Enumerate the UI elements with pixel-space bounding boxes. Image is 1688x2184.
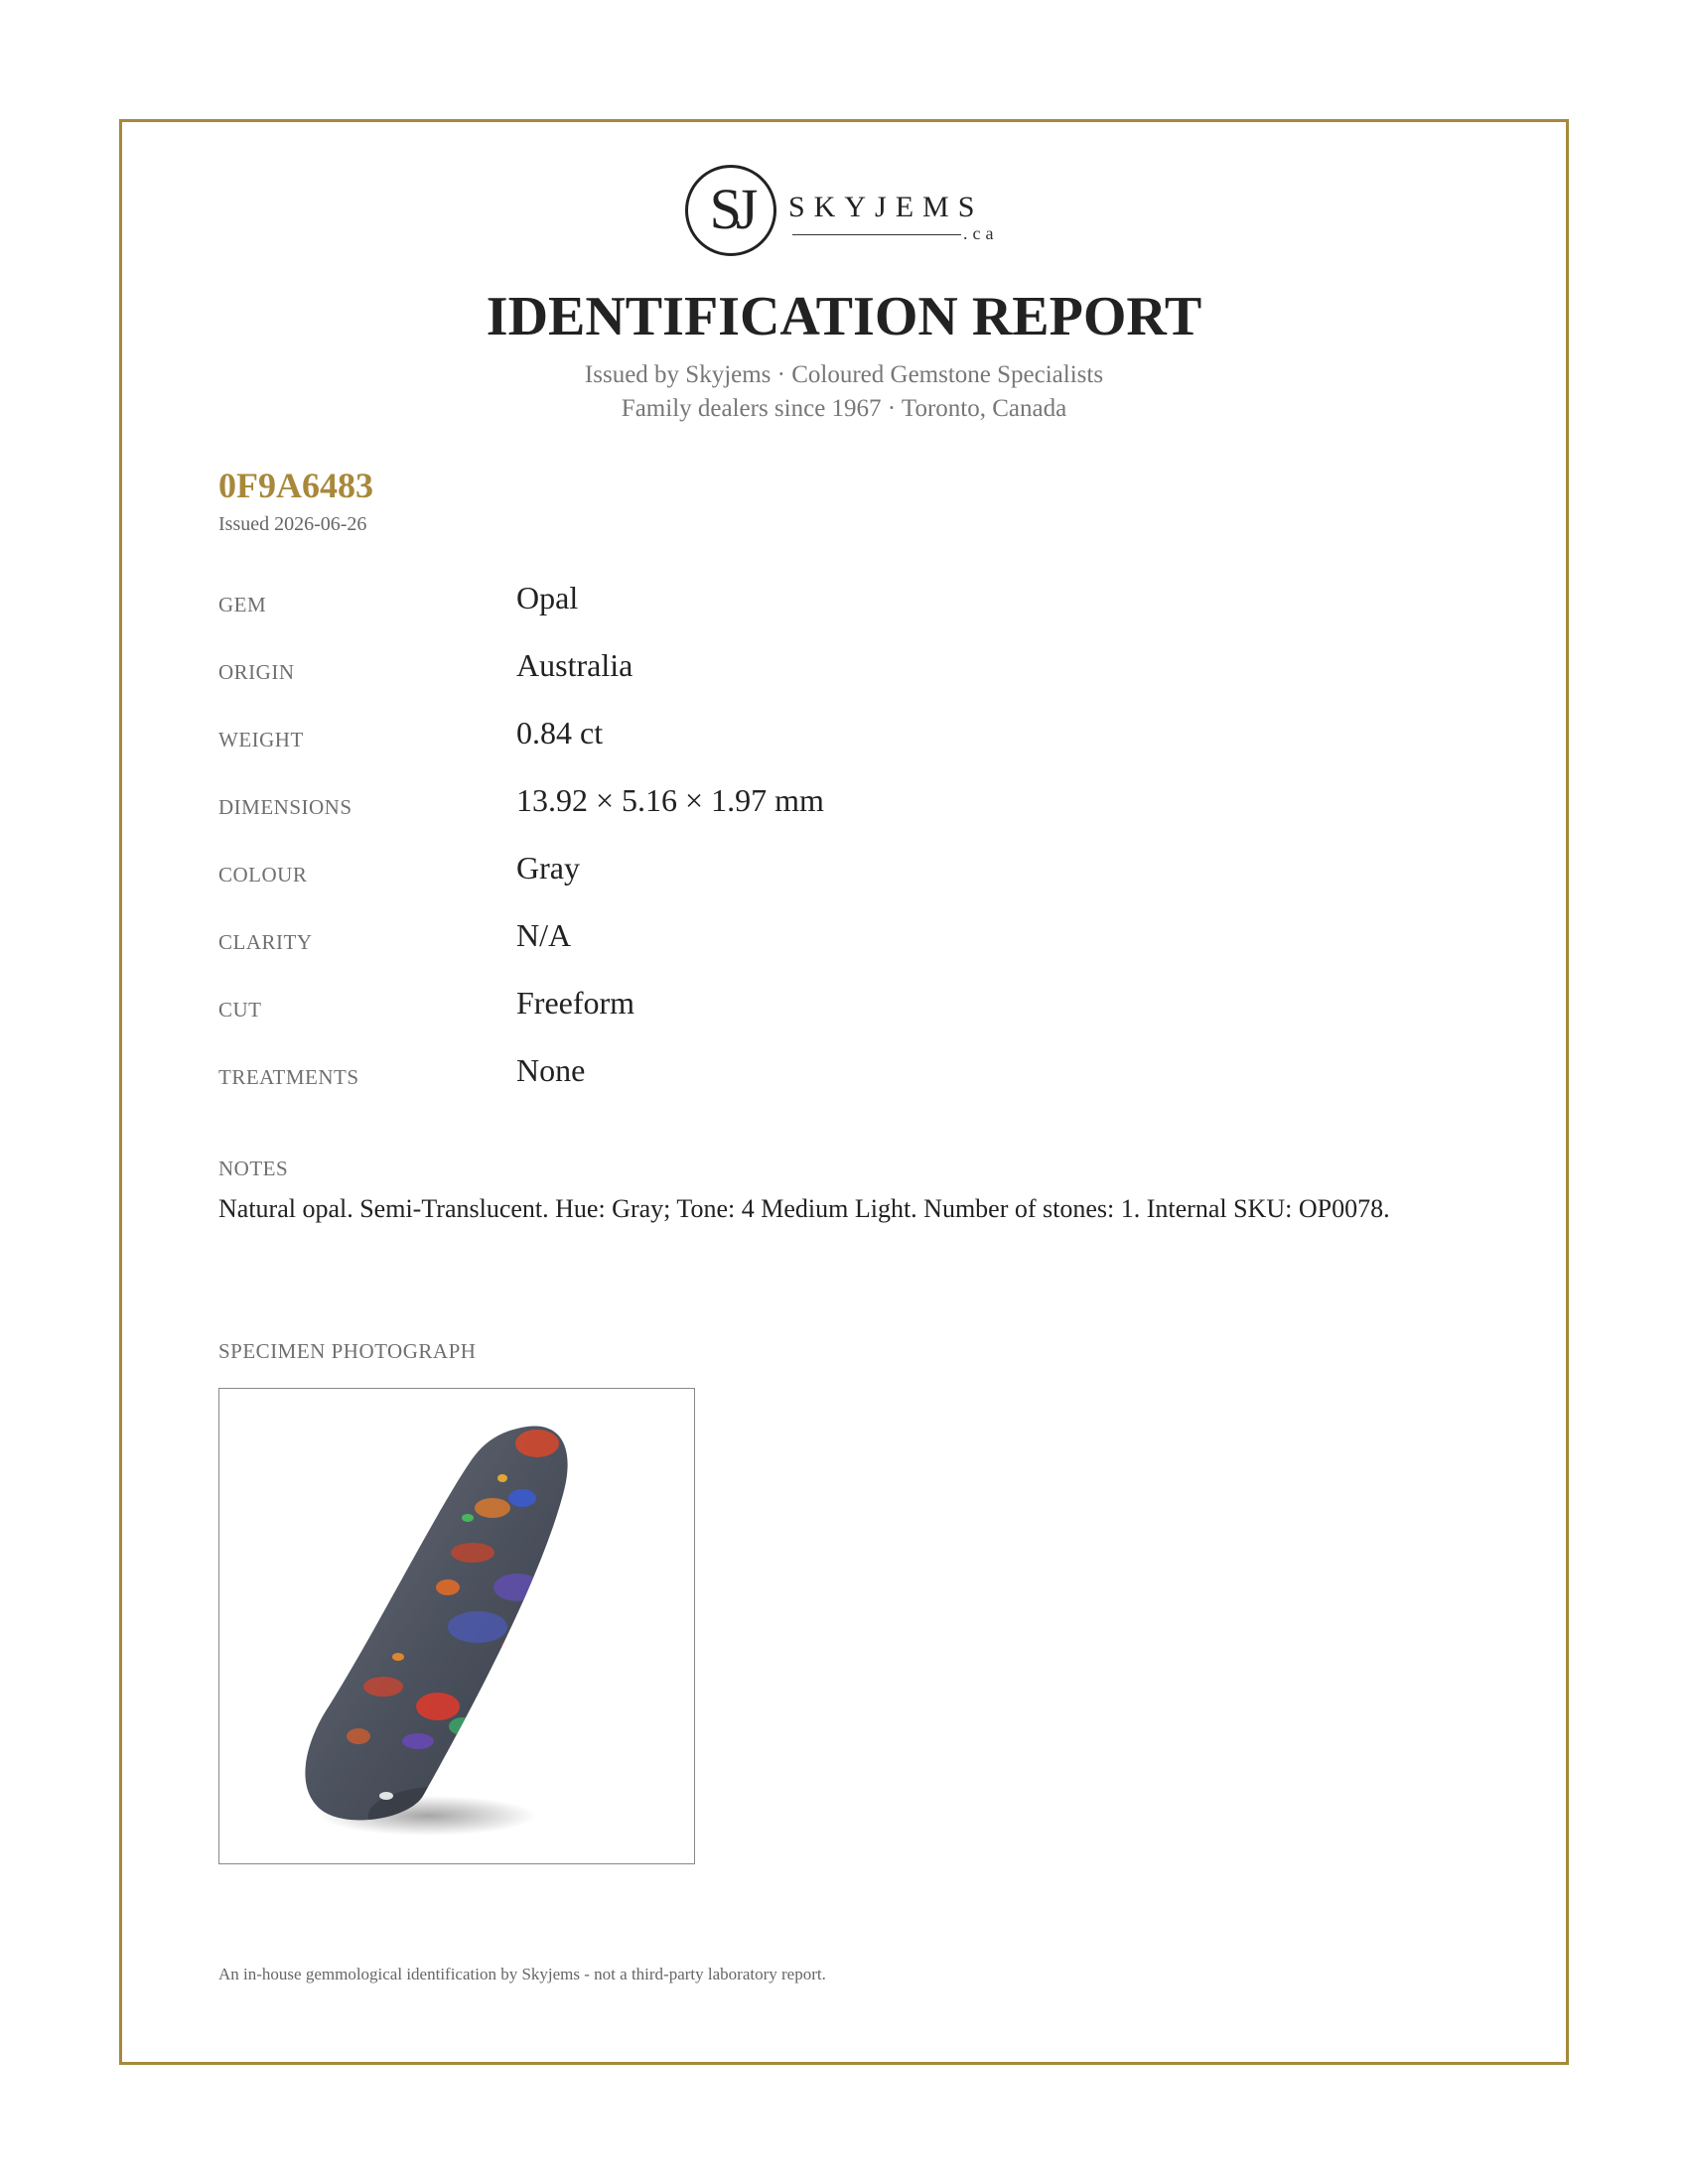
- logo-wordmark: SKYJEMS: [788, 191, 984, 223]
- detail-row-gem: [218, 578, 1410, 621]
- detail-value: Gray: [516, 850, 580, 886]
- detail-label: COLOUR: [218, 863, 308, 887]
- detail-row-weight: [218, 713, 1410, 756]
- detail-label: ORIGIN: [218, 660, 295, 684]
- page-title: IDENTIFICATION REPORT: [486, 286, 1202, 347]
- notes-label: NOTES: [218, 1157, 289, 1180]
- detail-label: TREATMENTS: [218, 1065, 359, 1089]
- logo-rule: [792, 234, 961, 235]
- specimen-photograph: [218, 1388, 695, 1864]
- disclaimer: An in-house gemmological identification by Skyjems - not a third-party laboratory report.: [218, 1965, 826, 1983]
- detail-row-origin: [218, 645, 1410, 689]
- brand-logo: [685, 165, 1023, 262]
- detail-label: DIMENSIONS: [218, 795, 352, 819]
- detail-value: Freeform: [516, 985, 635, 1021]
- detail-row-colour: [218, 848, 1410, 891]
- detail-row-treatments: [218, 1050, 1410, 1094]
- detail-row-cut: [218, 983, 1410, 1026]
- logo-domain-suffix: .ca: [963, 223, 999, 243]
- detail-value: 13.92 × 5.16 × 1.97 mm: [516, 782, 824, 818]
- detail-row-clarity: [218, 915, 1410, 959]
- detail-value: N/A: [516, 917, 572, 953]
- detail-label: CUT: [218, 998, 262, 1022]
- detail-value: Australia: [516, 647, 633, 683]
- issuer-line: Issued by Skyjems · Coloured Gemstone Specialists: [584, 361, 1104, 388]
- detail-value: Opal: [516, 580, 579, 615]
- notes-text: Natural opal. Semi-Translucent. Hue: Gray; Tone: 4 Medium Light. Number of stones: 1. Internal SKU: OP0078.: [218, 1194, 1390, 1223]
- detail-label: WEIGHT: [218, 728, 304, 751]
- report-number: 0F9A6483: [218, 466, 373, 505]
- photo-label: SPECIMEN PHOTOGRAPH: [218, 1339, 477, 1363]
- detail-label: GEM: [218, 593, 267, 616]
- logo-monogram: SJ: [709, 177, 753, 241]
- detail-value: 0.84 ct: [516, 715, 604, 751]
- detail-label: CLARITY: [218, 930, 313, 954]
- detail-row-dimensions: [218, 780, 1410, 824]
- issue-date: Issued 2026-06-26: [218, 513, 367, 535]
- detail-value: None: [516, 1052, 586, 1088]
- opal-image: [219, 1389, 694, 1863]
- dealer-line: Family dealers since 1967 · Toronto, Canada: [621, 395, 1067, 422]
